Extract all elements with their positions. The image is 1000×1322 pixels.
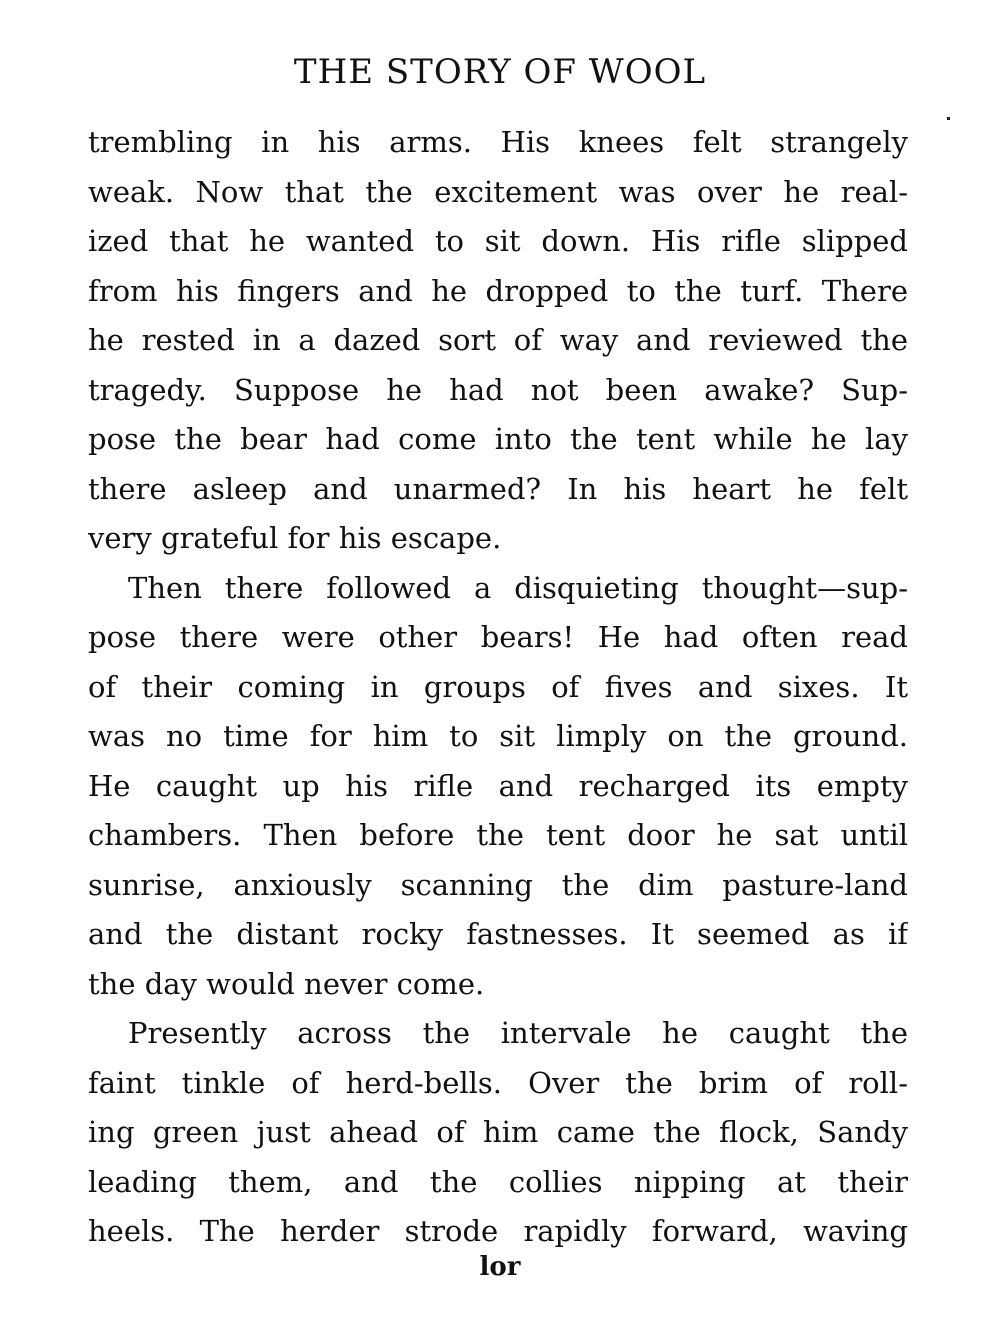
text-line: leading them, and the collies nipping at their [88,1164,908,1199]
text-line: trembling in his arms. His knees felt strangely [88,125,908,159]
text-line: from his fingers and he dropped to the turf. There [88,273,908,308]
text-line: there asleep and unarmed? In his heart he felt [88,471,908,506]
text-line: faint tinkle of herd-bells. Over the brim of roll- [88,1065,908,1100]
text-line: the day would never come. [88,966,485,1001]
text-line: He caught up his rifle and recharged its empty [88,768,908,803]
text-line: he rested in a dazed sort of way and reviewed the [88,323,908,357]
body-text [88,118,908,1257]
text-line: pose there were other bears! He had often read [88,620,908,654]
text-line: chambers. Then before the tent door he sat until [88,818,908,852]
text-line: tragedy. Suppose he had not been awake? Sup- [88,372,908,407]
text-line: ing green just ahead of him came the flock, Sandy [88,1115,908,1149]
text-line: was no time for him to sit limply on the ground. [88,719,908,753]
text-line: pose the bear had come into the tent while he lay [88,422,908,456]
text-line: weak. Now that the excitement was over he real- [88,174,908,209]
text-line: of their coming in groups of fives and sixes. It [88,669,908,704]
print-speck [947,117,950,120]
text-line: Presently across the intervale he caught the [128,1016,908,1050]
text-line: Then there followed a disquieting thought—sup- [128,570,908,605]
running-title: THE STORY OF WOOL [293,52,707,92]
page-number: lor [479,1252,521,1282]
text-line: ized that he wanted to sit down. His rifle slipped [88,224,908,258]
text-line: and the distant rocky fastnesses. It seemed as if [88,917,908,951]
text-line: heels. The herder strode rapidly forward, waving [88,1214,908,1248]
text-line: very grateful for his escape. [88,521,502,555]
text-line: sunrise, anxiously scanning the dim pasture-land [88,867,908,902]
